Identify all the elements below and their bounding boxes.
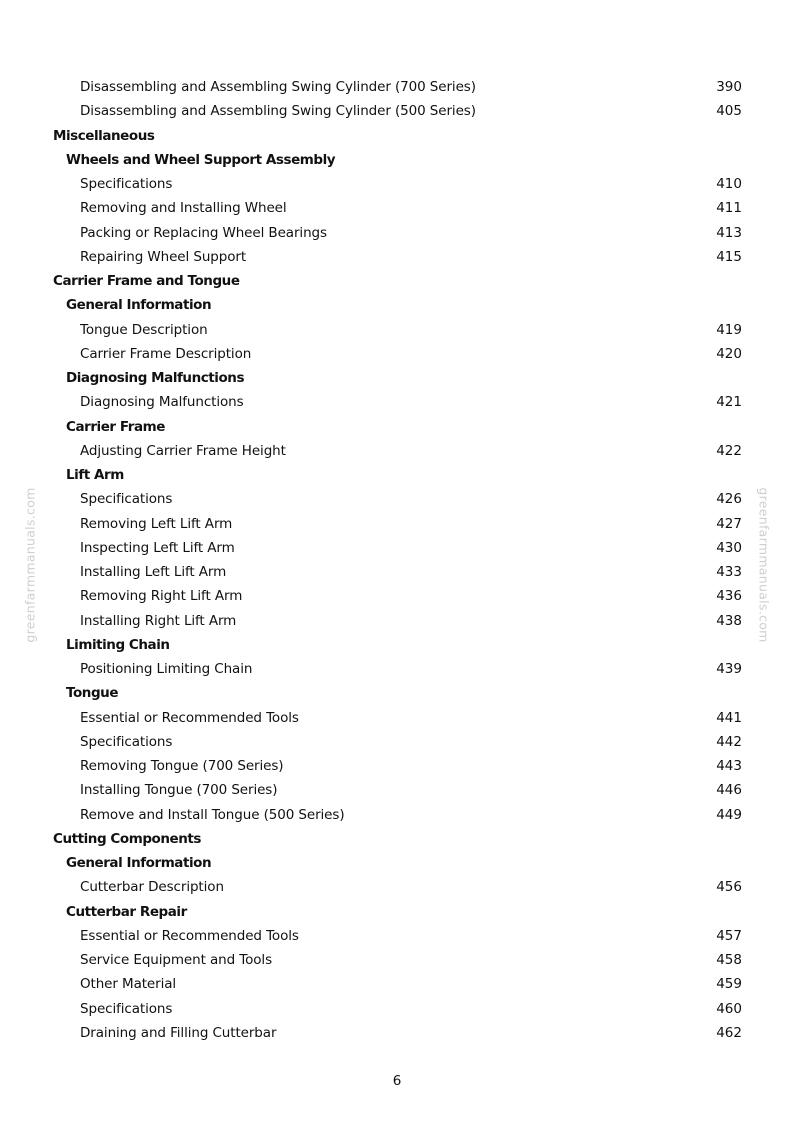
toc-entry[interactable] (0, 536, 794, 560)
toc-entry[interactable] (0, 512, 794, 536)
toc-entry-title: Cutterbar Description (80, 879, 224, 896)
toc-page-number: 439 (716, 661, 742, 677)
toc-page-number: 430 (716, 539, 742, 556)
toc-entry-title: Repairing Wheel Support (80, 248, 247, 265)
toc-subsection (0, 681, 794, 705)
toc-entry[interactable] (0, 778, 794, 802)
toc-subsection (0, 148, 794, 172)
toc-entry-title: Carrier Frame Description (80, 345, 252, 362)
toc-subsection-title: Tongue (66, 685, 119, 702)
toc-entry-title: Essential or Recommended Tools (80, 927, 299, 944)
toc-entry-title: Essential or Recommended Tools (80, 709, 299, 726)
toc-subsection-title: Cutterbar Repair (66, 903, 187, 920)
toc-entry-title: Removing Left Lift Arm (80, 515, 233, 532)
toc-entry-title: Removing and Installing Wheel (80, 200, 287, 217)
toc-section (0, 269, 794, 293)
watermark-text: greenfarmmanuals.com (756, 487, 772, 643)
toc-entry[interactable] (0, 584, 794, 608)
toc-entry-title: Removing Tongue (700 Series) (80, 758, 284, 774)
toc-entry-title: Installing Right Lift Arm (80, 612, 237, 629)
table-of-contents (0, 75, 794, 1045)
toc-subsection (0, 851, 794, 875)
toc-entry-title: Diagnosing Malfunctions (80, 394, 244, 411)
toc-subsection (0, 633, 794, 657)
toc-subsection-title: Carrier Frame (66, 418, 165, 435)
toc-entry[interactable] (0, 948, 794, 972)
toc-entry-title: Draining and Filling Cutterbar (80, 1024, 277, 1041)
toc-entry-title: Installing Left Lift Arm (80, 564, 227, 580)
toc-entry[interactable] (0, 342, 794, 366)
toc-page-number: 460 (716, 1000, 742, 1017)
toc-subsection-title: Limiting Chain (66, 636, 170, 653)
toc-entry[interactable] (0, 1021, 794, 1045)
toc-entry[interactable] (0, 972, 794, 996)
toc-entry[interactable] (0, 196, 794, 220)
toc-entry[interactable] (0, 754, 794, 778)
toc-entry[interactable] (0, 730, 794, 754)
toc-page-number: 405 (716, 103, 742, 120)
toc-entry[interactable] (0, 803, 794, 827)
toc-page-number: 456 (716, 879, 742, 896)
watermark-text: greenfarmmanuals.com (22, 487, 38, 643)
toc-page-number: 411 (716, 200, 742, 217)
toc-entry[interactable] (0, 390, 794, 414)
toc-page-number: 436 (716, 588, 742, 605)
toc-entry[interactable] (0, 172, 794, 196)
toc-entry[interactable] (0, 487, 794, 511)
toc-entry[interactable] (0, 706, 794, 730)
toc-entry-title: Other Material (80, 976, 177, 993)
toc-subsection-title: General Information (66, 297, 212, 314)
toc-subsection (0, 293, 794, 317)
toc-entry-title: Specifications (80, 176, 173, 192)
toc-entry[interactable] (0, 245, 794, 269)
toc-subsection (0, 415, 794, 439)
toc-entry-title: Disassembling and Assembling Swing Cylinder (500 Series) (80, 103, 476, 120)
toc-entry-title: Remove and Install Tongue (500 Series) (80, 806, 345, 823)
toc-entry[interactable] (0, 560, 794, 584)
toc-page-number: 438 (716, 612, 742, 629)
toc-page-number: 433 (716, 564, 742, 580)
toc-entry-title: Installing Tongue (700 Series) (80, 782, 278, 799)
toc-page-number: 446 (716, 782, 742, 799)
toc-subsection (0, 900, 794, 924)
page-number: 6 (392, 1073, 402, 1089)
toc-entry[interactable] (0, 875, 794, 899)
toc-subsection-title: Lift Arm (66, 467, 124, 483)
toc-page-number: 449 (716, 806, 742, 823)
toc-entry-title: Positioning Limiting Chain (80, 661, 253, 677)
toc-page-number: 442 (716, 733, 742, 750)
toc-page-number: 413 (716, 224, 742, 241)
toc-subsection-title: Wheels and Wheel Support Assembly (66, 151, 336, 168)
toc-page-number: 458 (716, 952, 742, 968)
toc-subsection (0, 463, 794, 487)
toc-entry[interactable] (0, 318, 794, 342)
toc-entry[interactable] (0, 997, 794, 1021)
toc-page-number: 462 (716, 1024, 742, 1041)
toc-page-number: 426 (716, 491, 742, 508)
toc-entry-title: Specifications (80, 733, 173, 750)
toc-section-title: Cutting Components (53, 830, 201, 847)
toc-entry[interactable] (0, 924, 794, 948)
toc-entry-title: Disassembling and Assembling Swing Cylinder (700 Series) (80, 79, 476, 95)
toc-entry-title: Service Equipment and Tools (80, 952, 273, 968)
toc-entry-title: Specifications (80, 491, 173, 508)
toc-subsection-title: Diagnosing Malfunctions (66, 370, 245, 386)
toc-section-title: Carrier Frame and Tongue (53, 273, 240, 289)
toc-page-number: 410 (716, 176, 742, 192)
toc-section-title: Miscellaneous (53, 127, 155, 144)
toc-page-number: 422 (716, 442, 742, 459)
toc-entry-title: Inspecting Left Lift Arm (80, 539, 235, 556)
toc-page-number: 420 (716, 345, 742, 362)
toc-page-number: 459 (716, 976, 742, 993)
toc-entry[interactable] (0, 439, 794, 463)
toc-page-number: 421 (716, 394, 742, 411)
toc-entry[interactable] (0, 75, 794, 99)
toc-page-number: 443 (716, 758, 742, 774)
toc-subsection (0, 366, 794, 390)
toc-entry-title: Specifications (80, 1000, 173, 1017)
toc-entry[interactable] (0, 221, 794, 245)
toc-entry-title: Adjusting Carrier Frame Height (80, 442, 286, 459)
toc-subsection-title: General Information (66, 855, 212, 871)
toc-entry[interactable] (0, 609, 794, 633)
toc-entry-title: Tongue Description (80, 321, 208, 338)
toc-page-number: 427 (716, 515, 742, 532)
toc-entry[interactable] (0, 657, 794, 681)
toc-page-number: 415 (716, 248, 742, 265)
toc-page-number: 441 (716, 709, 742, 726)
toc-section (0, 827, 794, 851)
toc-entry-title: Removing Right Lift Arm (80, 588, 243, 605)
toc-page-number: 419 (716, 321, 742, 338)
toc-section (0, 124, 794, 148)
toc-page-number: 390 (716, 79, 742, 95)
toc-entry[interactable] (0, 99, 794, 123)
toc-entry-title: Packing or Replacing Wheel Bearings (80, 224, 327, 241)
toc-page-number: 457 (716, 927, 742, 944)
